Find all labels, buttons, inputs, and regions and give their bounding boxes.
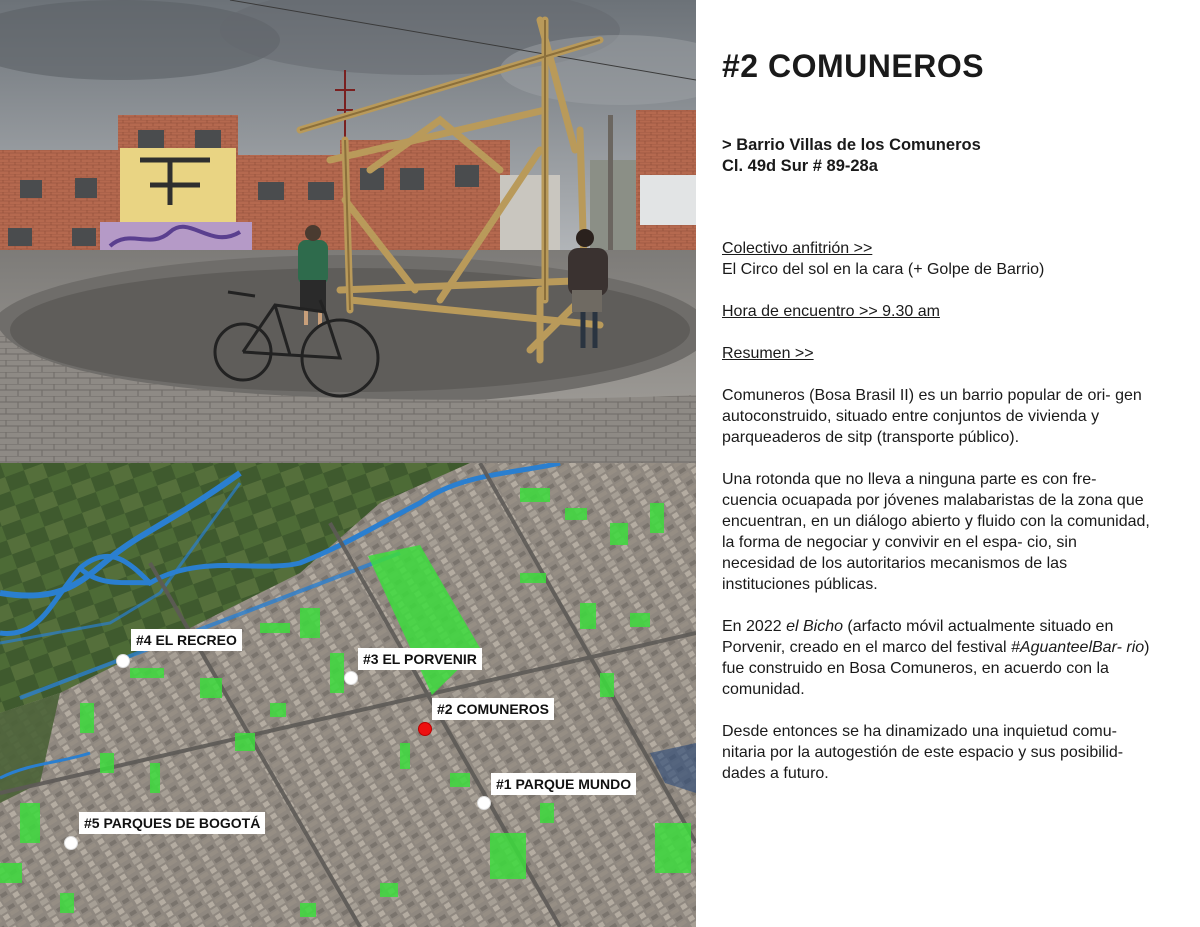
map-label-parques-bogota: #5 PARQUES DE BOGOTÁ <box>79 812 265 834</box>
summary-section <box>722 343 1152 364</box>
street-photo <box>0 0 696 463</box>
address-street: Cl. 49d Sur # 89-28a <box>722 157 878 175</box>
satellite-map <box>0 463 696 927</box>
map-marker-parques-bogota[interactable] <box>64 836 78 850</box>
meeting-section <box>722 301 1152 322</box>
p3-emphasis-hashtag: #AguanteelBar- rio <box>1011 639 1145 656</box>
map-label-recreo: #4 EL RECREO <box>131 629 242 651</box>
summary-paragraph-3 <box>722 616 1152 700</box>
summary-paragraph-1: Comuneros (Bosa Brasil II) es un barrio popular de ori- gen autoconstruido, situado entre conjuntos de vivienda y parqueaderos de sitp (transporte público). <box>722 387 1142 446</box>
summary-label: Resumen >> <box>722 345 814 362</box>
host-value: El Circo del sol en la cara (+ Golpe de Barrio) <box>722 261 1045 278</box>
map-marker-comuneros[interactable] <box>418 722 432 736</box>
page-title: #2 COMUNEROS <box>722 48 985 84</box>
info-body <box>722 238 1152 805</box>
map-marker-recreo[interactable] <box>116 654 130 668</box>
address-neighborhood: > Barrio Villas de los Comuneros <box>722 136 981 154</box>
host-section <box>722 238 1152 280</box>
p3-text-b: (arfacto móvil actualmente situado en Porvenir, creado en el marco del festival <box>722 618 1114 656</box>
p3-emphasis-bicho: el Bicho <box>786 618 843 635</box>
summary-paragraph-4: Desde entonces se ha dinamizado una inquietud comu- nitaria por la autogestión de este espacio y sus posibilid- dades a futuro. <box>722 723 1124 782</box>
p3-text-a: En 2022 <box>722 618 787 635</box>
map-marker-porvenir[interactable] <box>344 671 358 685</box>
map-label-comuneros: #2 COMUNEROS <box>432 698 554 720</box>
p3-text-c: ) fue construido en Bosa Comuneros, en acuerdo con la comunidad. <box>722 639 1150 698</box>
address-block <box>722 135 981 177</box>
meeting-label: Hora de encuentro >> 9.30 am <box>722 303 940 320</box>
map-label-porvenir: #3 EL PORVENIR <box>358 648 482 670</box>
host-label: Colectivo anfitrión >> <box>722 240 873 257</box>
map-marker-parque-mundo[interactable] <box>477 796 491 810</box>
summary-paragraph-2: Una rotonda que no lleva a ninguna parte es con fre- cuencia ocuapada por jóvenes malabaristas de la zona que encuentran, en un diálogo abierto y fluido con la comunidad, la forma de negociar y convivir en el espa- cio, sin necesidad de los autoritarios mecanismos de las instituciones públicas. <box>722 471 1150 593</box>
map-label-parque-mundo: #1 PARQUE MUNDO <box>491 773 636 795</box>
